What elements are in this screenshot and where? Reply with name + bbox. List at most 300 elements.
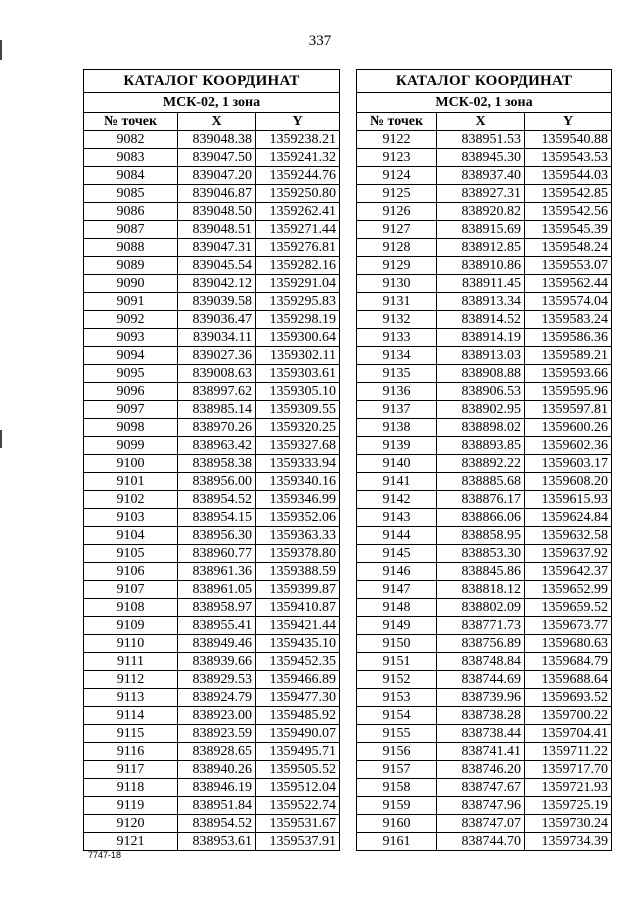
y-coordinate-cell: 1359421.44 — [256, 617, 340, 635]
point-number-cell: 9129 — [357, 257, 437, 275]
y-coordinate-cell: 1359485.92 — [256, 707, 340, 725]
table-row — [84, 437, 340, 455]
table-row — [357, 491, 612, 509]
point-number-cell: 9133 — [357, 329, 437, 347]
point-number-cell: 9139 — [357, 437, 437, 455]
table-row — [84, 563, 340, 581]
table-row — [357, 473, 612, 491]
point-number-cell: 9120 — [84, 815, 178, 833]
y-coordinate-cell: 1359597.81 — [525, 401, 612, 419]
point-number-cell: 9138 — [357, 419, 437, 437]
y-coordinate-cell: 1359435.10 — [256, 635, 340, 653]
point-number-cell: 9152 — [357, 671, 437, 689]
x-coordinate-cell: 839027.36 — [178, 347, 256, 365]
table-row — [357, 365, 612, 383]
x-coordinate-cell: 839034.11 — [178, 329, 256, 347]
point-number-cell: 9096 — [84, 383, 178, 401]
table-row — [357, 347, 612, 365]
y-coordinate-cell: 1359262.41 — [256, 203, 340, 221]
x-coordinate-cell: 838893.85 — [437, 437, 525, 455]
point-number-cell: 9143 — [357, 509, 437, 527]
table-row — [84, 131, 340, 149]
x-coordinate-cell: 838958.38 — [178, 455, 256, 473]
y-coordinate-cell: 1359632.58 — [525, 527, 612, 545]
point-number-cell: 9150 — [357, 635, 437, 653]
table-row — [357, 779, 612, 797]
y-coordinate-cell: 1359637.92 — [525, 545, 612, 563]
table-row — [357, 455, 612, 473]
x-coordinate-cell: 838946.19 — [178, 779, 256, 797]
point-number-cell: 9107 — [84, 581, 178, 599]
x-coordinate-cell: 838928.65 — [178, 743, 256, 761]
point-number-cell: 9146 — [357, 563, 437, 581]
y-coordinate-cell: 1359495.71 — [256, 743, 340, 761]
y-coordinate-cell: 1359553.07 — [525, 257, 612, 275]
table-row — [84, 779, 340, 797]
x-coordinate-cell: 839045.54 — [178, 257, 256, 275]
point-number-cell: 9101 — [84, 473, 178, 491]
table-row — [357, 671, 612, 689]
table-row — [357, 833, 612, 851]
table-row — [84, 329, 340, 347]
x-coordinate-cell: 838744.69 — [437, 671, 525, 689]
point-number-cell: 9126 — [357, 203, 437, 221]
x-coordinate-cell: 838953.61 — [178, 833, 256, 851]
y-coordinate-cell: 1359642.37 — [525, 563, 612, 581]
y-coordinate-cell: 1359574.04 — [525, 293, 612, 311]
y-coordinate-cell: 1359725.19 — [525, 797, 612, 815]
point-number-cell: 9102 — [84, 491, 178, 509]
y-coordinate-cell: 1359363.33 — [256, 527, 340, 545]
y-coordinate-cell: 1359298.19 — [256, 311, 340, 329]
y-coordinate-cell: 1359410.87 — [256, 599, 340, 617]
table-row — [84, 149, 340, 167]
x-coordinate-cell: 838853.30 — [437, 545, 525, 563]
x-coordinate-cell: 838945.30 — [437, 149, 525, 167]
x-coordinate-cell: 838747.67 — [437, 779, 525, 797]
point-number-cell: 9122 — [357, 131, 437, 149]
point-number-cell: 9097 — [84, 401, 178, 419]
table-row — [357, 437, 612, 455]
y-coordinate-cell: 1359244.76 — [256, 167, 340, 185]
x-coordinate-cell: 838908.88 — [437, 365, 525, 383]
table-row — [357, 419, 612, 437]
point-number-cell: 9086 — [84, 203, 178, 221]
x-coordinate-cell: 838951.53 — [437, 131, 525, 149]
table-row — [357, 743, 612, 761]
point-number-cell: 9114 — [84, 707, 178, 725]
x-coordinate-cell: 838963.42 — [178, 437, 256, 455]
y-coordinate-cell: 1359282.16 — [256, 257, 340, 275]
x-coordinate-cell: 838949.46 — [178, 635, 256, 653]
point-number-cell: 9099 — [84, 437, 178, 455]
point-number-cell: 9089 — [84, 257, 178, 275]
y-coordinate-cell: 1359346.99 — [256, 491, 340, 509]
x-coordinate-cell: 838845.86 — [437, 563, 525, 581]
point-number-cell: 9140 — [357, 455, 437, 473]
y-coordinate-cell: 1359276.81 — [256, 239, 340, 257]
y-coordinate-cell: 1359545.39 — [525, 221, 612, 239]
table-row — [357, 725, 612, 743]
x-coordinate-cell: 838985.14 — [178, 401, 256, 419]
point-number-cell: 9128 — [357, 239, 437, 257]
x-coordinate-cell: 838961.36 — [178, 563, 256, 581]
table-row — [357, 581, 612, 599]
y-coordinate-cell: 1359340.16 — [256, 473, 340, 491]
table-row — [84, 761, 340, 779]
y-coordinate-cell: 1359295.83 — [256, 293, 340, 311]
table-row — [84, 815, 340, 833]
point-number-cell: 9088 — [84, 239, 178, 257]
table-row — [357, 329, 612, 347]
x-coordinate-cell: 838955.41 — [178, 617, 256, 635]
point-number-cell: 9087 — [84, 221, 178, 239]
table-row — [84, 401, 340, 419]
table-row — [84, 383, 340, 401]
y-coordinate-cell: 1359562.44 — [525, 275, 612, 293]
table-row — [357, 653, 612, 671]
x-coordinate-cell: 838929.53 — [178, 671, 256, 689]
y-coordinate-cell: 1359586.36 — [525, 329, 612, 347]
point-number-cell: 9093 — [84, 329, 178, 347]
y-coordinate-cell: 1359333.94 — [256, 455, 340, 473]
table-row — [84, 275, 340, 293]
table-row — [84, 707, 340, 725]
point-number-cell: 9083 — [84, 149, 178, 167]
x-coordinate-cell: 838940.26 — [178, 761, 256, 779]
y-coordinate-cell: 1359531.67 — [256, 815, 340, 833]
table-row — [84, 455, 340, 473]
point-number-cell: 9149 — [357, 617, 437, 635]
x-coordinate-cell: 838738.44 — [437, 725, 525, 743]
y-coordinate-cell: 1359320.25 — [256, 419, 340, 437]
x-coordinate-cell: 838898.02 — [437, 419, 525, 437]
x-coordinate-cell: 838939.66 — [178, 653, 256, 671]
x-coordinate-cell: 838954.52 — [178, 491, 256, 509]
y-coordinate-cell: 1359693.52 — [525, 689, 612, 707]
x-coordinate-cell: 838913.03 — [437, 347, 525, 365]
point-number-cell: 9110 — [84, 635, 178, 653]
y-coordinate-cell: 1359615.93 — [525, 491, 612, 509]
y-coordinate-cell: 1359673.77 — [525, 617, 612, 635]
table-row — [84, 599, 340, 617]
table-row — [84, 185, 340, 203]
table-row — [357, 761, 612, 779]
point-number-cell: 9121 — [84, 833, 178, 851]
y-coordinate-cell: 1359490.07 — [256, 725, 340, 743]
point-number-cell: 9127 — [357, 221, 437, 239]
x-coordinate-cell: 838913.34 — [437, 293, 525, 311]
point-number-cell: 9125 — [357, 185, 437, 203]
y-coordinate-cell: 1359542.85 — [525, 185, 612, 203]
x-coordinate-cell: 838738.28 — [437, 707, 525, 725]
table-row — [357, 401, 612, 419]
point-number-cell: 9113 — [84, 689, 178, 707]
y-coordinate-cell: 1359537.91 — [256, 833, 340, 851]
x-coordinate-cell: 838912.85 — [437, 239, 525, 257]
point-number-cell: 9159 — [357, 797, 437, 815]
y-coordinate-cell: 1359522.74 — [256, 797, 340, 815]
x-coordinate-cell: 838747.96 — [437, 797, 525, 815]
table-row — [84, 581, 340, 599]
point-number-cell: 9116 — [84, 743, 178, 761]
y-coordinate-cell: 1359291.04 — [256, 275, 340, 293]
table-row — [357, 635, 612, 653]
table-row — [357, 185, 612, 203]
x-coordinate-cell: 838858.95 — [437, 527, 525, 545]
table-row — [357, 815, 612, 833]
point-number-cell: 9141 — [357, 473, 437, 491]
point-number-cell: 9094 — [84, 347, 178, 365]
y-coordinate-cell: 1359399.87 — [256, 581, 340, 599]
point-number-cell: 9134 — [357, 347, 437, 365]
x-coordinate-cell: 839048.50 — [178, 203, 256, 221]
x-coordinate-cell: 838818.12 — [437, 581, 525, 599]
x-coordinate-cell: 838747.07 — [437, 815, 525, 833]
x-coordinate-cell: 838885.68 — [437, 473, 525, 491]
x-coordinate-cell: 838954.52 — [178, 815, 256, 833]
x-coordinate-cell: 838771.73 — [437, 617, 525, 635]
x-coordinate-cell: 839008.63 — [178, 365, 256, 383]
column-header-y: Y — [525, 113, 612, 131]
point-number-cell: 9161 — [357, 833, 437, 851]
point-number-cell: 9112 — [84, 671, 178, 689]
x-coordinate-cell: 838914.52 — [437, 311, 525, 329]
y-coordinate-cell: 1359452.35 — [256, 653, 340, 671]
table-row — [84, 527, 340, 545]
x-coordinate-cell: 838958.97 — [178, 599, 256, 617]
y-coordinate-cell: 1359250.80 — [256, 185, 340, 203]
x-coordinate-cell: 838914.19 — [437, 329, 525, 347]
x-coordinate-cell: 839048.38 — [178, 131, 256, 149]
x-coordinate-cell: 838924.79 — [178, 689, 256, 707]
page-number: 337 — [308, 33, 332, 49]
table-row — [357, 383, 612, 401]
table-row — [84, 671, 340, 689]
y-coordinate-cell: 1359388.59 — [256, 563, 340, 581]
y-coordinate-cell: 1359704.41 — [525, 725, 612, 743]
column-header-y: Y — [256, 113, 340, 131]
y-coordinate-cell: 1359505.52 — [256, 761, 340, 779]
x-coordinate-cell: 838756.89 — [437, 635, 525, 653]
x-coordinate-cell: 838937.40 — [437, 167, 525, 185]
table-row — [84, 545, 340, 563]
point-number-cell: 9090 — [84, 275, 178, 293]
table-row — [84, 689, 340, 707]
y-coordinate-cell: 1359477.30 — [256, 689, 340, 707]
y-coordinate-cell: 1359700.22 — [525, 707, 612, 725]
y-coordinate-cell: 1359466.89 — [256, 671, 340, 689]
column-header-point: № точек — [357, 113, 437, 131]
y-coordinate-cell: 1359300.64 — [256, 329, 340, 347]
point-number-cell: 9098 — [84, 419, 178, 437]
table-row — [84, 293, 340, 311]
table-row — [357, 167, 612, 185]
y-coordinate-cell: 1359680.63 — [525, 635, 612, 653]
table-row — [84, 491, 340, 509]
x-coordinate-cell: 838748.84 — [437, 653, 525, 671]
table-row — [357, 149, 612, 167]
point-number-cell: 9151 — [357, 653, 437, 671]
table-row — [357, 221, 612, 239]
table-row — [357, 707, 612, 725]
y-coordinate-cell: 1359305.10 — [256, 383, 340, 401]
table-row — [84, 203, 340, 221]
point-number-cell: 9148 — [357, 599, 437, 617]
y-coordinate-cell: 1359378.80 — [256, 545, 340, 563]
point-number-cell: 9100 — [84, 455, 178, 473]
point-number-cell: 9160 — [357, 815, 437, 833]
table-row — [84, 635, 340, 653]
catalog-title: КАТАЛОГ КООРДИНАТ — [84, 70, 340, 93]
point-number-cell: 9118 — [84, 779, 178, 797]
point-number-cell: 9155 — [357, 725, 437, 743]
x-coordinate-cell: 838961.05 — [178, 581, 256, 599]
point-number-cell: 9153 — [357, 689, 437, 707]
point-number-cell: 9137 — [357, 401, 437, 419]
y-coordinate-cell: 1359684.79 — [525, 653, 612, 671]
x-coordinate-cell: 838960.77 — [178, 545, 256, 563]
table-row — [84, 311, 340, 329]
y-coordinate-cell: 1359602.36 — [525, 437, 612, 455]
x-coordinate-cell: 839039.58 — [178, 293, 256, 311]
point-number-cell: 9123 — [357, 149, 437, 167]
table-row — [84, 473, 340, 491]
table-row — [84, 509, 340, 527]
point-number-cell: 9105 — [84, 545, 178, 563]
scan-edge-mark — [0, 430, 2, 448]
x-coordinate-cell: 838910.86 — [437, 257, 525, 275]
point-number-cell: 9103 — [84, 509, 178, 527]
column-header-x: X — [178, 113, 256, 131]
point-number-cell: 9136 — [357, 383, 437, 401]
column-header-point: № точек — [84, 113, 178, 131]
y-coordinate-cell: 1359512.04 — [256, 779, 340, 797]
table-row — [84, 419, 340, 437]
table-row — [357, 257, 612, 275]
x-coordinate-cell: 838920.82 — [437, 203, 525, 221]
table-row — [357, 293, 612, 311]
x-coordinate-cell: 838923.59 — [178, 725, 256, 743]
point-number-cell: 9154 — [357, 707, 437, 725]
x-coordinate-cell: 838906.53 — [437, 383, 525, 401]
y-coordinate-cell: 1359688.64 — [525, 671, 612, 689]
x-coordinate-cell: 838956.30 — [178, 527, 256, 545]
table-row — [357, 563, 612, 581]
table-row — [84, 833, 340, 851]
x-coordinate-cell: 838902.95 — [437, 401, 525, 419]
table-row — [357, 239, 612, 257]
y-coordinate-cell: 1359543.53 — [525, 149, 612, 167]
y-coordinate-cell: 1359624.84 — [525, 509, 612, 527]
y-coordinate-cell: 1359600.26 — [525, 419, 612, 437]
x-coordinate-cell: 839047.50 — [178, 149, 256, 167]
x-coordinate-cell: 838915.69 — [437, 221, 525, 239]
x-coordinate-cell: 838744.70 — [437, 833, 525, 851]
x-coordinate-cell: 839046.87 — [178, 185, 256, 203]
table-row — [357, 203, 612, 221]
y-coordinate-cell: 1359327.68 — [256, 437, 340, 455]
y-coordinate-cell: 1359542.56 — [525, 203, 612, 221]
x-coordinate-cell: 838739.96 — [437, 689, 525, 707]
y-coordinate-cell: 1359721.93 — [525, 779, 612, 797]
point-number-cell: 9130 — [357, 275, 437, 293]
document-code: 7747-18 — [88, 850, 122, 860]
point-number-cell: 9104 — [84, 527, 178, 545]
x-coordinate-cell: 838802.09 — [437, 599, 525, 617]
point-number-cell: 9082 — [84, 131, 178, 149]
table-row — [84, 725, 340, 743]
y-coordinate-cell: 1359548.24 — [525, 239, 612, 257]
x-coordinate-cell: 838876.17 — [437, 491, 525, 509]
point-number-cell: 9158 — [357, 779, 437, 797]
point-number-cell: 9117 — [84, 761, 178, 779]
table-row — [84, 653, 340, 671]
x-coordinate-cell: 838956.00 — [178, 473, 256, 491]
point-number-cell: 9085 — [84, 185, 178, 203]
table-row — [357, 311, 612, 329]
point-number-cell: 9142 — [357, 491, 437, 509]
y-coordinate-cell: 1359589.21 — [525, 347, 612, 365]
point-number-cell: 9132 — [357, 311, 437, 329]
x-coordinate-cell: 838923.00 — [178, 707, 256, 725]
table-row — [357, 527, 612, 545]
point-number-cell: 9115 — [84, 725, 178, 743]
point-number-cell: 9145 — [357, 545, 437, 563]
point-number-cell: 9095 — [84, 365, 178, 383]
table-row — [357, 797, 612, 815]
coordinate-catalog-left — [83, 69, 340, 851]
y-coordinate-cell: 1359540.88 — [525, 131, 612, 149]
x-coordinate-cell: 838951.84 — [178, 797, 256, 815]
point-number-cell: 9156 — [357, 743, 437, 761]
x-coordinate-cell: 839047.31 — [178, 239, 256, 257]
point-number-cell: 9144 — [357, 527, 437, 545]
point-number-cell: 9119 — [84, 797, 178, 815]
point-number-cell: 9147 — [357, 581, 437, 599]
table-row — [84, 167, 340, 185]
table-row — [84, 797, 340, 815]
table-row — [84, 239, 340, 257]
x-coordinate-cell: 839036.47 — [178, 311, 256, 329]
point-number-cell: 9157 — [357, 761, 437, 779]
table-row — [84, 617, 340, 635]
y-coordinate-cell: 1359608.20 — [525, 473, 612, 491]
table-row — [84, 365, 340, 383]
table-row — [357, 599, 612, 617]
point-number-cell: 9124 — [357, 167, 437, 185]
table-row — [357, 617, 612, 635]
y-coordinate-cell: 1359583.24 — [525, 311, 612, 329]
table-row — [357, 545, 612, 563]
y-coordinate-cell: 1359271.44 — [256, 221, 340, 239]
x-coordinate-cell: 838741.41 — [437, 743, 525, 761]
point-number-cell: 9109 — [84, 617, 178, 635]
table-row — [84, 347, 340, 365]
point-number-cell: 9108 — [84, 599, 178, 617]
x-coordinate-cell: 838954.15 — [178, 509, 256, 527]
table-row — [357, 275, 612, 293]
x-coordinate-cell: 839047.20 — [178, 167, 256, 185]
y-coordinate-cell: 1359595.96 — [525, 383, 612, 401]
y-coordinate-cell: 1359302.11 — [256, 347, 340, 365]
table-row — [357, 509, 612, 527]
y-coordinate-cell: 1359303.61 — [256, 365, 340, 383]
x-coordinate-cell: 838997.62 — [178, 383, 256, 401]
y-coordinate-cell: 1359603.17 — [525, 455, 612, 473]
y-coordinate-cell: 1359730.24 — [525, 815, 612, 833]
point-number-cell: 9131 — [357, 293, 437, 311]
